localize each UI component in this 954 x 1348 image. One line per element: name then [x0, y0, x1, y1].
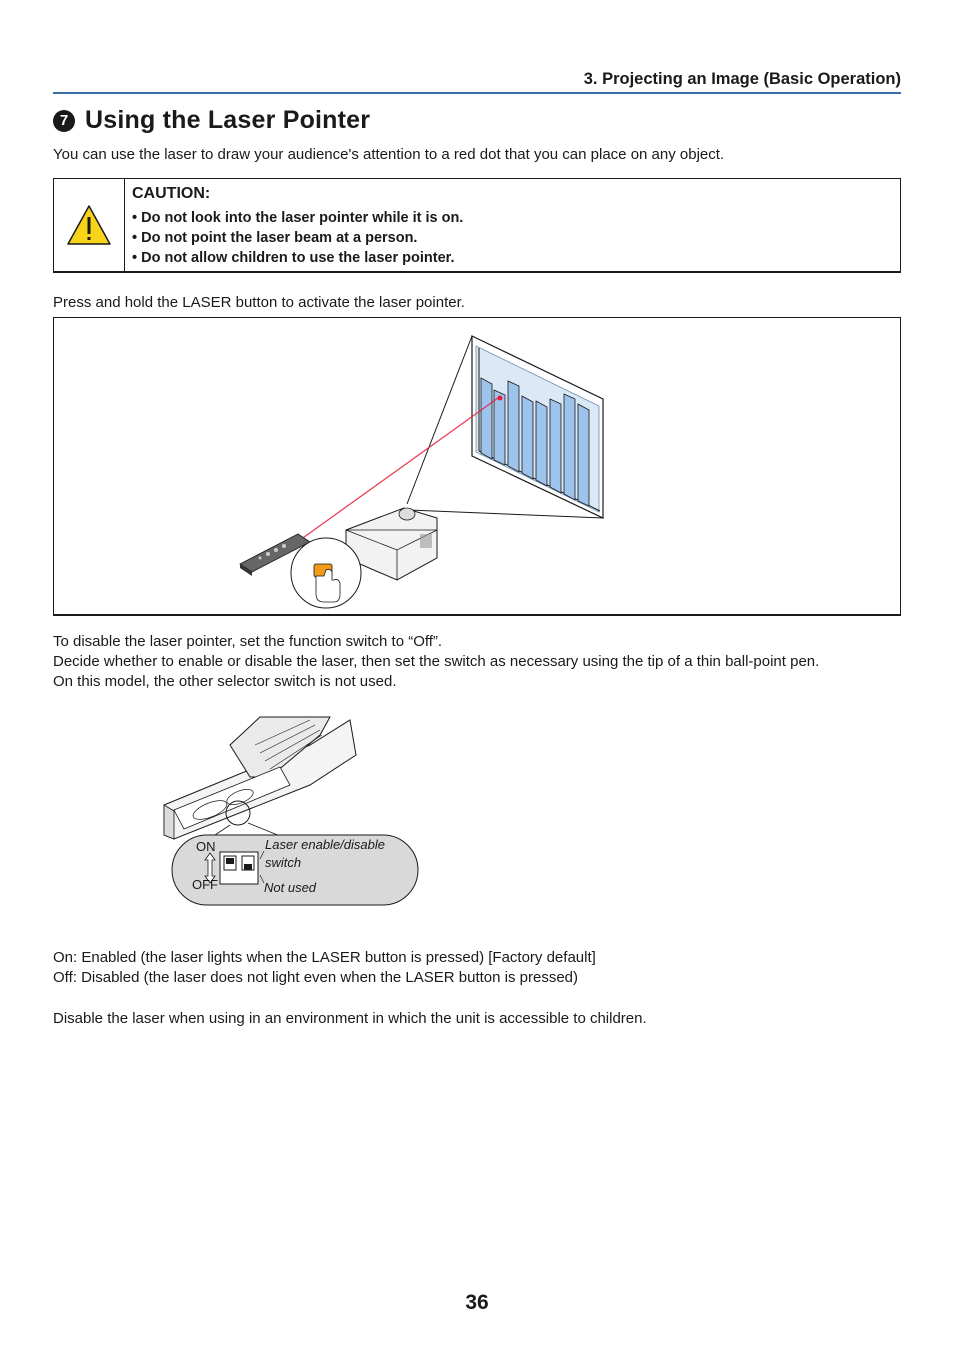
disable-line-2: Decide whether to enable or disable the laser, then set the switch as necessary using the tip of a thin ball-point pen. [53, 653, 820, 670]
on-label: ON [196, 839, 216, 854]
press-instruction: Press and hold the LASER button to activate the laser pointer. [53, 294, 465, 311]
switch-figure [160, 715, 425, 910]
laser-switch-label-1: Laser enable/disable [265, 837, 385, 852]
children-note: Disable the laser when using in an environment in which the unit is accessible to children. [53, 1010, 647, 1027]
laser-switch-label-2: switch [265, 855, 302, 870]
header-rule [53, 92, 901, 94]
caution-item: • Do not allow children to use the laser pointer. [132, 250, 455, 266]
title-text: Using the Laser Pointer [85, 106, 371, 134]
laser-usage-figure [53, 317, 901, 616]
caution-list [132, 208, 463, 268]
not-used-label: Not used [264, 880, 317, 895]
page-title [53, 106, 370, 135]
disable-line-3: On this model, the other selector switch is not used. [53, 673, 397, 690]
warning-icon [66, 204, 112, 246]
caution-item: • Do not point the laser beam at a person. [132, 230, 418, 246]
projection-screen [472, 336, 603, 518]
laser-illustration [54, 318, 900, 612]
caution-heading: CAUTION: [132, 185, 211, 202]
page-number: 36 [465, 1291, 489, 1314]
intro-text: You can use the laser to draw your audience's attention to a red dot that you can place on any object. [53, 146, 725, 163]
section-header: 3. Projecting an Image (Basic Operation) [583, 70, 901, 88]
disable-line-1: To disable the laser pointer, set the function switch to “Off”. [53, 633, 443, 650]
caution-box [53, 178, 901, 273]
caution-item: • Do not look into the laser pointer while it is on. [132, 210, 464, 226]
off-label: OFF [192, 877, 218, 892]
state-on-text: On: Enabled (the laser lights when the LASER button is pressed) [Factory default] [53, 949, 596, 966]
caution-icon-cell [54, 179, 125, 271]
title-number-badge: 7 [53, 110, 75, 132]
projector [346, 508, 437, 612]
state-off-text: Off: Disabled (the laser does not light even when the LASER button is pressed) [53, 969, 579, 986]
laser-button-callout [291, 538, 361, 608]
